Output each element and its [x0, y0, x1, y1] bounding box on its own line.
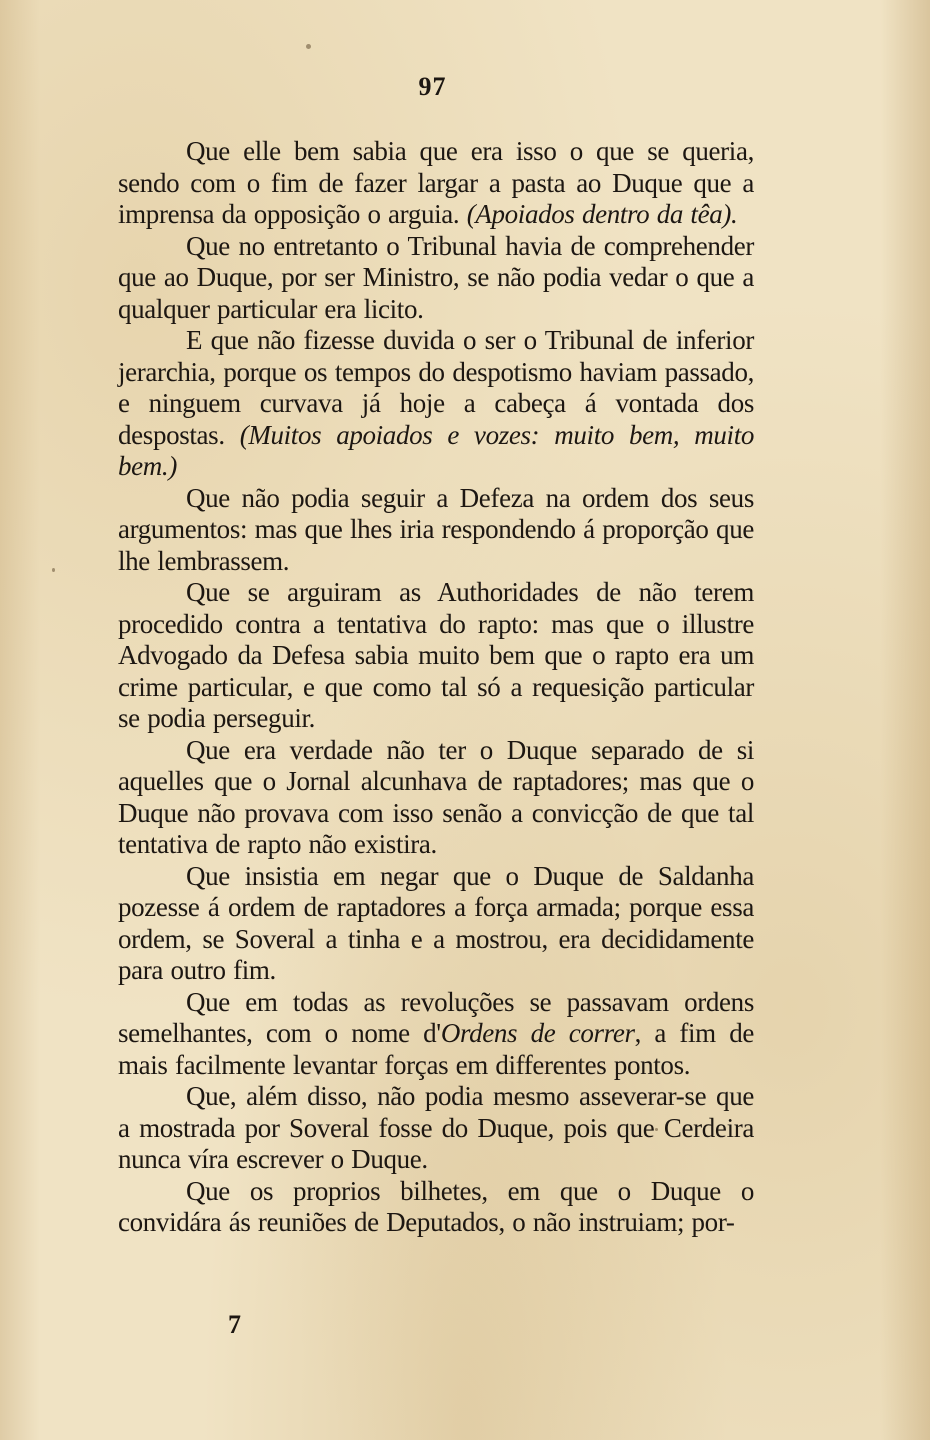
paragraph: Que não podia seguir a Defeza na ordem dos seus argumentos: mas que lhes iria respondendo á proporção que lhe lembrassem. [118, 482, 754, 576]
paragraph: Que os proprios bilhetes, em que o Duque o convidára ás reuniões de Deputados, o não instruiam; por- [118, 1175, 754, 1237]
paragraph: Que no entretanto o Tribunal havia de comprehender que ao Duque, por ser Ministro, se não podia vedar o que a qualquer particular era licito. [118, 230, 754, 324]
body-text [118, 136, 754, 1239]
signature-mark: 7 [228, 1310, 241, 1339]
paragraph: Que insistia em negar que o Duque de Saldanha pozesse á ordem de raptadores a força armada; porque essa ordem, se Soveral a tinha e a mostrou, era decididamente para outro fim. [118, 860, 754, 985]
paragraph: Que em todas as revoluções se passavam ordens semelhantes, com o nome d'Ordens de correr, a fim de mais facilmente levantar forças em differentes pontos. [118, 986, 754, 1080]
paragraph: Que se arguiram as Authoridades de não terem procedido contra a tentativa do rapto: mas que o illustre Advogado da Defesa sabia muito bem que o rapto era um crime particular, e que como tal só a requesição particular se podia perseguir. [118, 577, 754, 733]
paragraph: E que não fizesse duvida o ser o Tribunal de inferior jerarchia, porque os tempos do despotismo haviam passado, e ninguem curvava já hoje a cabeça á vontada dos despostas. (Muitos apoiados e vozes: muito bem, muito bem.) [118, 325, 754, 481]
italic-aside: Ordens de correr [440, 1018, 635, 1048]
italic-aside: (Muitos apoiados e vozes: muito bem, muito bem.) [118, 419, 754, 481]
italic-aside: (Apoiados dentro da têa). [466, 199, 738, 229]
paragraph: Que era verdade não ter o Duque separado de si aquelles que o Jornal alcunhava de raptadores; mas que o Duque não provava com isso senão a convicção de que tal tentativa de rapto não existira. [118, 734, 754, 859]
paragraph: Que, além disso, não podia mesmo asseverar-se que a mostrada por Soveral fosse do Duque, pois que Cerdeira nunca víra escrever o Duque. [118, 1081, 754, 1174]
paragraph: Que elle bem sabia que era isso o que se queria, sendo com o fim de fazer largar a pasta ao Duque que a imprensa da opposição o arguia. (Apoiados dentro da têa). [118, 136, 754, 229]
page-number: 97 [418, 72, 447, 101]
ink-speck [306, 44, 311, 49]
ink-speck [52, 568, 55, 572]
